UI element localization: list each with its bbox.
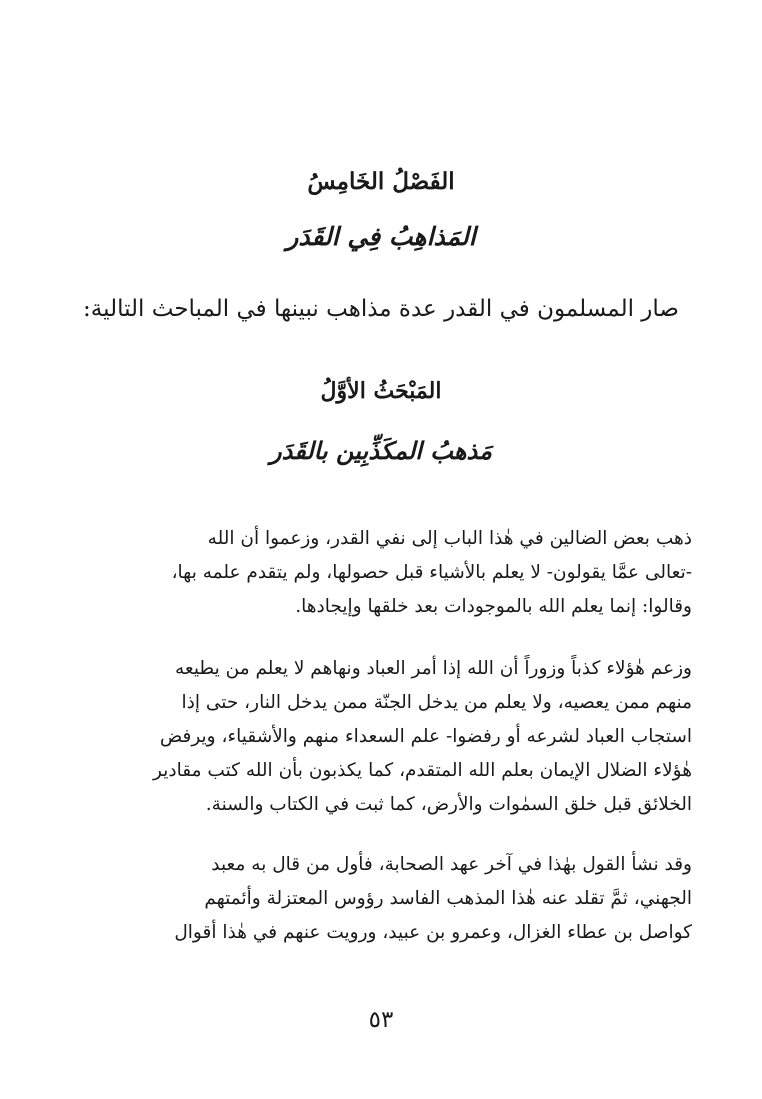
paragraph-line: استجاب العباد لشرعه أو رفضوا- علم السعداء منهم والأشقياء، ويرفض [159, 726, 692, 747]
paragraph-line: الجهني، ثمَّ تقلد عنه هٰذا المذهب الفاسد رؤوس المعتزلة وأئمتهم [204, 888, 692, 909]
section-title: المَبْحَثُ الأوَّلُ [320, 378, 442, 404]
paragraph-line: وقد نشأ القول بهٰذا في آخر عهد الصحابة، فأول من قال به معبد [211, 854, 692, 875]
paragraph-2 [78, 652, 692, 822]
paragraph-line: وقالوا: إنما يعلم الله بالموجودات بعد خلقها وإيجادها. [295, 596, 692, 617]
paragraph-line: كواصل بن عطاء الغزال، وعمرو بن عبيد، ورويت عنهم في هٰذا أقوال [174, 922, 692, 943]
paragraph-line: ذهب بعض الضالين في هٰذا الباب إلى نفي القدر، وزعموا أن الله [207, 528, 692, 549]
paragraph-1 [78, 522, 692, 624]
chapter-subtitle: المَذاهِبُ فِي القَدَر [286, 222, 476, 251]
paragraph-line: منهم ممن يعصيه، ولا يعلم من يدخل الجنّة ممن يدخل النار، حتى إذا [181, 692, 692, 713]
paragraph-line: الخلائق قبل خلق السمٰوات والأرض، كما ثبت في الكتاب والسنة. [205, 794, 692, 815]
page-number: ٥٣ [368, 1007, 394, 1033]
chapter-title: الفَصْلُ الخَامِسُ [307, 168, 455, 195]
paragraph-line: هٰؤلاء الضلال الإيمان بعلم الله المتقدم، كما يكذبون بأن الله كتب مقادير [153, 760, 692, 781]
paragraph-line: وزعم هٰؤلاء كذباً وزوراً أن الله إذا أمر العباد ونهاهم لا يعلم من يطيعه [174, 658, 692, 679]
intro-line: صار المسلمون في القدر عدة مذاهب نبينها في المباحث التالية: [83, 296, 679, 322]
paragraph-line: -تعالى عمَّا يقولون- لا يعلم بالأشياء قبل حصولها، ولم يتقدم علمه بها، [171, 562, 692, 583]
section-subtitle: مَذهبُ المكَذِّبِين بالقَدَر [270, 436, 492, 465]
paragraph-3 [78, 848, 692, 950]
